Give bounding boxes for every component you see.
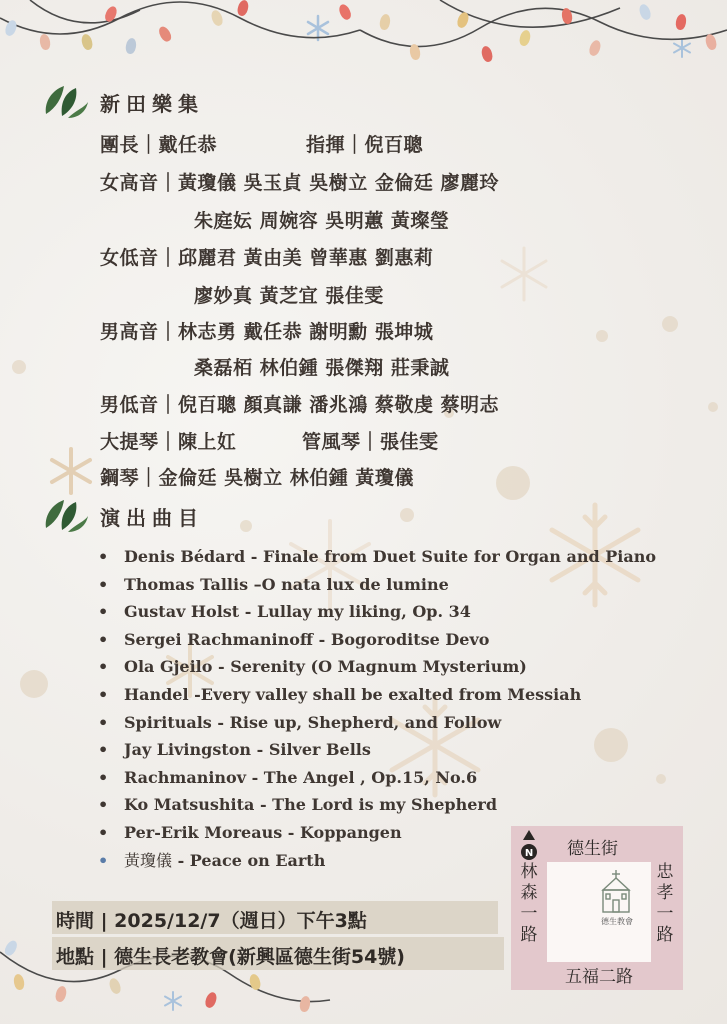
decor-dot xyxy=(496,466,530,500)
decor-dot xyxy=(594,728,628,762)
program-title: 演出曲目 xyxy=(100,505,204,530)
organ-line: 管風琴｜張佳雯 xyxy=(302,431,439,453)
alto-line-cont: 廖妙真 黃芝宜 張佳雯 xyxy=(194,285,384,307)
light-bulb-icon xyxy=(561,7,574,24)
decor-dot xyxy=(240,520,252,532)
poster: 新田樂集 團長｜戴任恭 指揮｜倪百聰 女高音｜黃瓊儀 吳玉貞 吳樹立 金倫廷 廖麗玲 朱庭妘 周婉容 吳明蕙 黃璨瑩 女低音｜邱麗君 黃由美 曾華惠 劉惠莉 廖妙真 黃芝宜 張佳雯 男高音｜林志勇 戴任恭 謝明勳 張坤城 桑磊栢 林伯鍾 張傑翔 莊秉誠 男低音｜倪百聰 顏真謙 潘兆鴻 蔡敬虔 蔡明志 大提琴｜陳上妅 管風琴｜張佳雯 鋼琴｜金倫廷 吳樹立 林伯鍾 黃瓊儀 演出曲目 Denis Bédard - Finale from Duet Suite for Organ and Piano Thomas Tallis –O nata lux de lumine Gustav Holst - Lullay my liking, Op. 34 Sergei Rachmaninoff - Bogoroditse Devo Ola Gjeilo - Serenity (O Magnum Mysterium) Handel -Every valley shall be exalted from Messiah Spirituals - Rise up, Shepherd, and Follow Jay Livingston - Silver Bells Rachmaninov - The Angel , Op.15, No.6 Ko Matsushita - The Lord is my Shepherd Per-Erik Moreaus - Koppangen 黃瓊儀 - Peace on Earth 時間 | 2025/12/7（週日）下午3點 地點 | 德生長老教會(新興區德生街54號) N 德生街 林森一路 忠孝一路 五福二路 德生教會 xyxy=(0,0,727,1024)
light-bulb-icon xyxy=(3,939,20,958)
leader-line: 團長｜戴任恭 xyxy=(100,134,218,156)
light-bulb-icon xyxy=(299,995,312,1012)
soprano-line: 女高音｜黃瓊儀 吳玉貞 吳樹立 金倫廷 廖麗玲 xyxy=(100,172,499,194)
cello-line: 大提琴｜陳上妅 xyxy=(100,431,237,453)
location-map xyxy=(511,826,683,990)
alto-line: 女低音｜邱麗君 黃由美 曾華惠 劉惠莉 xyxy=(100,247,434,269)
last-title: - Peace on Earth xyxy=(172,850,326,870)
decor-dot xyxy=(656,774,666,784)
light-bulb-icon xyxy=(103,5,119,24)
light-bulb-icon xyxy=(80,33,94,51)
ensemble-name: 新田樂集 xyxy=(100,91,204,116)
light-bulb-icon xyxy=(337,3,353,22)
light-bulb-icon xyxy=(13,973,26,990)
snowflake-icon xyxy=(494,244,554,304)
decor-dot xyxy=(662,316,678,332)
decor-dot xyxy=(20,670,48,698)
decor-dot xyxy=(708,402,718,412)
bass-line: 男低音｜倪百聰 顏真謙 潘兆鴻 蔡敬虔 蔡明志 xyxy=(100,394,499,416)
light-bulb-icon xyxy=(108,977,123,995)
tenor-line: 男高音｜林志勇 戴任恭 謝明勳 張坤城 xyxy=(100,321,434,343)
last-composer: 黃瓊儀 xyxy=(124,850,173,870)
holly-leaf-icon xyxy=(42,498,90,534)
light-bulb-icon xyxy=(675,13,688,30)
top-street: 德生街 xyxy=(567,839,618,859)
snowflake-icon xyxy=(304,14,332,42)
left-street: 林森一路 xyxy=(520,862,538,945)
light-bulb-icon xyxy=(204,991,219,1009)
event-time: 時間 | 2025/12/7（週日）下午3點 xyxy=(56,910,367,932)
light-bulb-icon xyxy=(210,9,225,27)
program-heading xyxy=(42,498,204,534)
church-label: 德生教會 xyxy=(601,917,633,926)
north-arrow-icon xyxy=(518,830,540,864)
snowflake-icon xyxy=(162,990,184,1012)
light-bulb-icon xyxy=(704,33,718,51)
church-icon xyxy=(593,870,639,916)
light-bulb-icon xyxy=(54,985,68,1003)
light-bulb-icon xyxy=(125,37,138,54)
decor-dot xyxy=(12,360,26,374)
decor-dot xyxy=(596,330,608,342)
light-bulb-icon xyxy=(157,25,174,44)
light-bulb-icon xyxy=(39,33,52,50)
light-bulb-icon xyxy=(518,29,532,47)
snowflake-icon xyxy=(46,446,96,496)
light-bulb-icon xyxy=(638,3,653,21)
bottom-street: 五福二路 xyxy=(565,967,633,987)
north-label: N xyxy=(524,848,534,859)
holly-leaf-icon xyxy=(42,84,90,120)
light-bulb-icon xyxy=(236,0,250,17)
tenor-line-cont: 桑磊栢 林伯鍾 張傑翔 莊秉誠 xyxy=(194,357,450,379)
light-bulb-icon xyxy=(4,19,19,37)
light-bulb-icon xyxy=(480,45,494,63)
event-place: 地點 | 德生長老教會(新興區德生街54號) xyxy=(56,946,405,968)
piano-line: 鋼琴｜金倫廷 吳樹立 林伯鍾 黃瓊儀 xyxy=(100,467,414,489)
light-bulb-icon xyxy=(588,39,603,57)
soprano-line-cont: 朱庭妘 周婉容 吳明蕙 黃璨瑩 xyxy=(194,210,450,232)
light-bulb-icon xyxy=(409,43,422,60)
conductor-line: 指揮｜倪百聰 xyxy=(306,134,424,156)
ensemble-heading xyxy=(42,84,204,120)
light-bulb-icon xyxy=(456,11,471,29)
right-street: 忠孝一路 xyxy=(656,862,674,945)
decor-dot xyxy=(400,508,414,522)
light-bulb-icon xyxy=(379,13,392,30)
snowflake-icon xyxy=(672,38,692,58)
light-bulb-icon xyxy=(248,973,262,991)
